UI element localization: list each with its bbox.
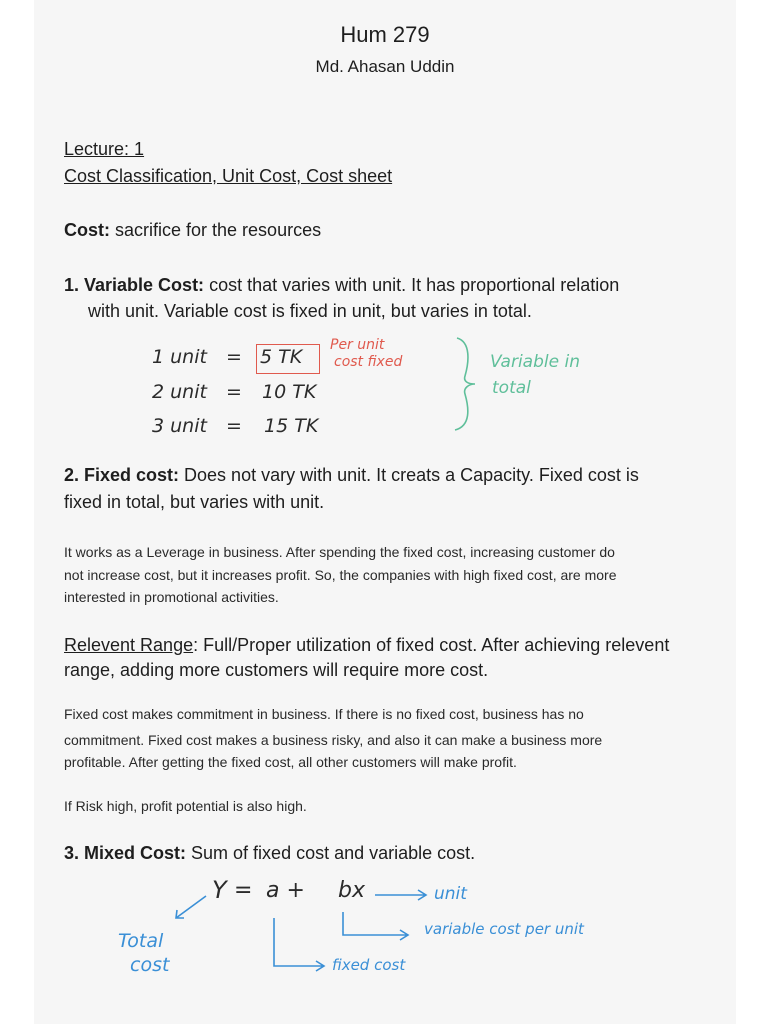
hw-note-cost-fixed: cost fixed xyxy=(334,354,403,370)
hw-row-2-unit: 2 unit xyxy=(152,381,207,403)
hw-label-variable: variable cost per unit xyxy=(424,920,584,938)
fixed-cost-text1: Does not vary with unit. It creats a Capacity. Fixed cost is xyxy=(179,465,639,485)
hw-formula-y: Y xyxy=(212,876,227,904)
hw-row-3-eq: = xyxy=(226,415,242,437)
hw-formula-eq: = xyxy=(234,878,253,903)
hw-formula-bx: bx xyxy=(338,878,365,903)
hw-label-cost: cost xyxy=(130,954,170,976)
hw-row-3-unit: 3 unit xyxy=(152,415,207,437)
mixed-cost-text: Sum of fixed cost and variable cost. xyxy=(186,843,476,863)
commitment-line-3: profitable. After getting the fixed cost, all other customers will make profit. xyxy=(64,754,517,770)
document-page xyxy=(34,0,736,1024)
hw-row-2-eq: = xyxy=(226,381,242,403)
hw-label-fixed: fixed cost xyxy=(332,956,406,974)
cost-text: sacrifice for the resources xyxy=(110,220,322,240)
fixed-cost-term: 2. Fixed cost: xyxy=(64,465,180,485)
variable-cost-text1: cost that varies with unit. It has proportional relation xyxy=(204,275,620,295)
arrow-to-fixed xyxy=(274,918,324,971)
mixed-cost-term: 3. Mixed Cost: xyxy=(64,843,187,863)
relevant-range-text1: : Full/Proper utilization of fixed cost. After achieving relevent xyxy=(193,635,670,655)
leverage-line-3: interested in promotional activities. xyxy=(64,589,279,605)
arrow-to-total xyxy=(176,896,206,918)
hw-row-1-eq: = xyxy=(226,346,242,368)
lecture-topic: Cost Classification, Unit Cost, Cost sheet xyxy=(64,166,393,186)
hw-note-per-unit: Per unit xyxy=(330,337,385,353)
fixed-cost-line2: fixed in total, but varies with unit. xyxy=(64,492,325,512)
lecture-number: Lecture: 1 xyxy=(64,139,145,159)
arrow-to-variable xyxy=(343,912,408,940)
hw-formula-a-plus: a + xyxy=(266,878,305,903)
leverage-line-2: not increase cost, but it increases profit. So, the companies with high fixed cost, are more xyxy=(64,567,617,583)
risk-line: If Risk high, profit potential is also high. xyxy=(64,798,307,814)
hw-row-1-cost: 5 TK xyxy=(260,346,303,368)
leverage-line-1: It works as a Leverage in business. After spending the fixed cost, increasing customer do xyxy=(64,544,615,560)
author-name: Md. Ahasan Uddin xyxy=(315,57,455,76)
hw-label-unit: unit xyxy=(434,884,467,904)
hw-label-total: Total xyxy=(118,930,164,952)
arrow-to-unit xyxy=(375,890,426,900)
hw-formula-arrows xyxy=(34,0,736,1024)
relevant-range-line2: range, adding more customers will require more cost. xyxy=(64,660,489,680)
hw-row-3-cost: 15 TK xyxy=(264,415,319,437)
hw-note-variable-in: Variable in xyxy=(490,352,580,372)
variable-cost-line2: with unit. Variable cost is fixed in unit, but varies in total. xyxy=(88,301,532,321)
hw-row-2-cost: 10 TK xyxy=(262,381,317,403)
relevant-range-term: Relevent Range xyxy=(64,635,194,655)
variable-cost-term: 1. Variable Cost: xyxy=(64,275,205,295)
cost-term: Cost: xyxy=(64,220,110,240)
commitment-line-1: Fixed cost makes commitment in business. If there is no fixed cost, business has no xyxy=(64,706,584,722)
hw-note-total: total xyxy=(492,378,531,398)
commitment-line-2: commitment. Fixed cost makes a business risky, and also it can make a business more xyxy=(64,732,603,748)
hw-row-1-unit: 1 unit xyxy=(152,346,207,368)
document-title: Hum 279 xyxy=(340,22,430,47)
